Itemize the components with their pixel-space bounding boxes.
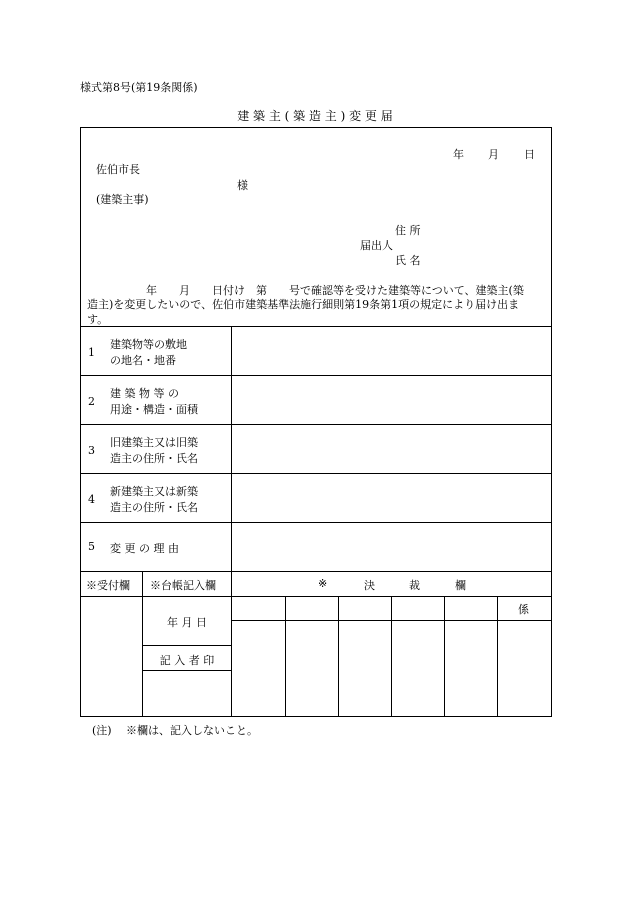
- item-label-line1: 建 築 物 等 の: [110, 387, 179, 400]
- body-line-3: す。: [87, 313, 109, 326]
- honorific: 様: [237, 179, 248, 192]
- column-divider: [142, 571, 143, 717]
- decision-subheader-line: [232, 620, 552, 621]
- item-value-lot[interactable]: [232, 327, 551, 375]
- recorder-seal-label: 記 入 者 印: [159, 654, 215, 667]
- item-label-line1: 変 更 の 理 由: [110, 542, 179, 555]
- decision-column-line: [497, 596, 498, 717]
- receipt-column-label: ※受付欄: [86, 579, 130, 592]
- item-label-line2: 造主の住所・氏名: [110, 452, 198, 465]
- item-number: 1: [88, 346, 95, 359]
- decision-header-line: [232, 596, 552, 597]
- decision-column-mark: ※: [318, 577, 328, 590]
- staff-label: 係: [518, 603, 529, 616]
- item-label-line2: 造主の住所・氏名: [110, 501, 198, 514]
- name-label: 氏 名: [395, 254, 421, 267]
- item-label-line1: 旧建築主又は旧築: [110, 436, 198, 449]
- decision-column-line: [285, 596, 286, 717]
- address-label: 住 所: [395, 224, 421, 237]
- body-line-1: 年 月 日付け 第 号で確認等を受けた建築等について、建築主(築: [146, 284, 524, 297]
- applicant-label: 届出人: [360, 239, 393, 252]
- note-label: (注): [92, 724, 112, 737]
- decision-char: 決: [364, 579, 375, 592]
- item-value-reason[interactable]: [232, 523, 551, 571]
- item-number: 4: [88, 493, 95, 506]
- item-label-line1: 新建築主又は新築: [110, 485, 198, 498]
- date-month: 月: [488, 148, 499, 161]
- ledger-column-label: ※台帳記入欄: [150, 579, 216, 592]
- item-value-old-owner[interactable]: [232, 425, 551, 473]
- decision-char: 裁: [409, 579, 420, 592]
- via-building-official: (建築主事): [96, 193, 149, 206]
- item-label-line2: の地名・地番: [110, 354, 176, 367]
- item-value-new-owner[interactable]: [232, 474, 551, 522]
- item-number: 2: [88, 395, 95, 408]
- ledger-divider: [142, 670, 232, 671]
- date-year: 年: [453, 148, 464, 161]
- decision-char: 欄: [455, 579, 466, 592]
- addressee: 佐伯市長: [96, 163, 140, 176]
- ledger-date-label: 年 月 日: [167, 616, 207, 629]
- table-divider: [80, 571, 552, 572]
- item-label-line1: 建築物等の敷地: [110, 338, 187, 351]
- decision-column-line: [444, 596, 445, 717]
- date-day: 日: [524, 148, 535, 161]
- item-number: 3: [88, 444, 95, 457]
- body-line-2: 造主)を変更したいので、佐伯市建築基準法施行細則第19条第1項の規定により届け出ま: [87, 298, 520, 311]
- decision-column-line: [391, 596, 392, 717]
- form-title: 建 築 主 ( 築 造 主 ) 変 更 届: [237, 109, 393, 123]
- ledger-divider: [142, 645, 232, 646]
- note-text: ※欄は、記入しないこと。: [126, 724, 258, 737]
- bottom-header-line: [80, 596, 232, 597]
- form-number: 様式第8号(第19条関係): [80, 81, 198, 94]
- item-label-line2: 用途・構造・面積: [110, 403, 198, 416]
- item-number: 5: [88, 540, 95, 553]
- item-value-use[interactable]: [232, 376, 551, 424]
- decision-column-line: [338, 596, 339, 717]
